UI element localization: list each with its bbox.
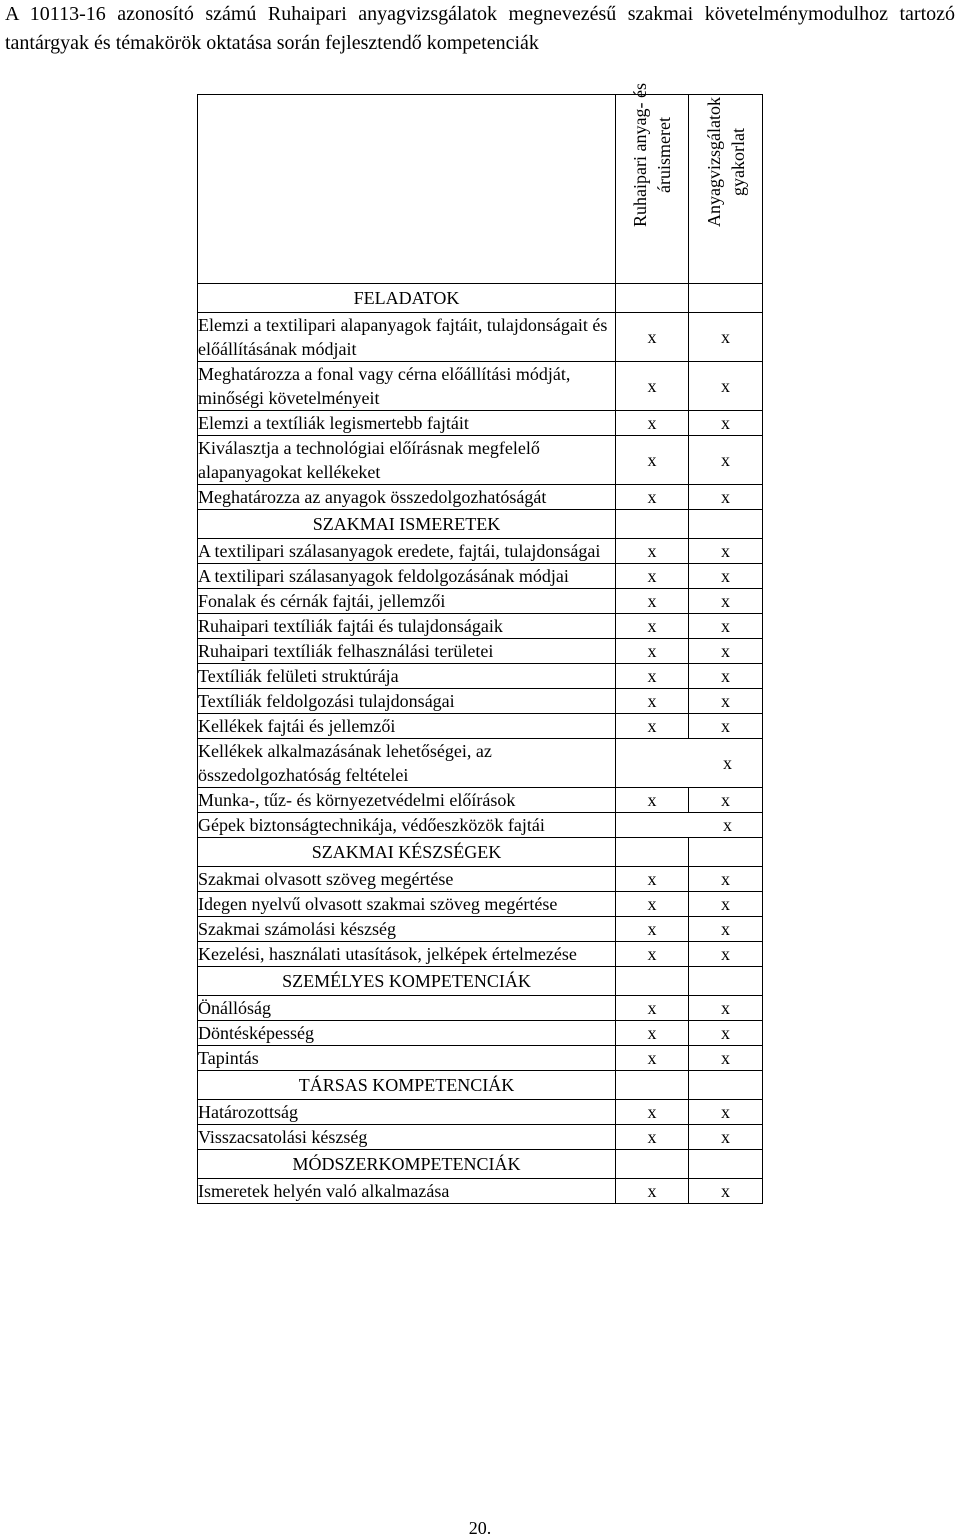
mark-subject1: x (616, 714, 689, 739)
section-empty-cell (689, 510, 763, 539)
row-label: Kellékek alkalmazásának lehetőségei, az összedolgozhatóság feltételei (198, 739, 616, 788)
mark-subject2: x (689, 1100, 763, 1125)
table-row (198, 564, 763, 589)
mark-subject2: x (689, 788, 763, 813)
table-row (198, 714, 763, 739)
row-label: Ismeretek helyén való alkalmazása (198, 1179, 616, 1204)
table-row (198, 1179, 763, 1204)
mark-subject2: x (689, 1021, 763, 1046)
table-row (198, 313, 763, 362)
section-empty-cell (616, 284, 689, 313)
mark-subject1: x (616, 664, 689, 689)
row-label: Meghatározza a fonal vagy cérna előállítási módját, minőségi követelményeit (198, 362, 616, 411)
table-row (198, 1125, 763, 1150)
table-row (198, 1021, 763, 1046)
mark-subject1: x (616, 362, 689, 411)
section-empty-cell (689, 1150, 763, 1179)
mark-subject2: x (616, 813, 763, 838)
column-header-subject1-line1: Ruhaipari anyag- és (630, 83, 650, 227)
mark-subject2: x (689, 917, 763, 942)
mark-subject1: x (616, 485, 689, 510)
row-label: Ruhaipari textíliák felhasználási területei (198, 639, 616, 664)
row-label: Önállóság (198, 996, 616, 1021)
mark-subject2: x (689, 411, 763, 436)
mark-subject2: x (689, 485, 763, 510)
row-label: Kellékek fajtái és jellemzői (198, 714, 616, 739)
column-header-subject2-line1: Anyagvizsgálatok (703, 97, 724, 227)
mark-subject2: x (689, 362, 763, 411)
row-label: Határozottság (198, 1100, 616, 1125)
mark-subject2: x (689, 996, 763, 1021)
mark-subject1: x (616, 892, 689, 917)
section-title: SZEMÉLYES KOMPETENCIÁK (198, 967, 616, 996)
mark-subject1: x (616, 689, 689, 714)
section-title: SZAKMAI KÉSZSÉGEK (198, 838, 616, 867)
section-empty-cell (616, 838, 689, 867)
table-row (198, 639, 763, 664)
mark-subject1: x (616, 1046, 689, 1071)
table-row (198, 589, 763, 614)
column-header-subject1 (616, 83, 689, 284)
row-label: Meghatározza az anyagok összedolgozhatóságát (198, 485, 616, 510)
table-row (198, 788, 763, 813)
mark-subject2: x (689, 589, 763, 614)
table-row (198, 362, 763, 411)
section-row (198, 838, 763, 867)
mark-subject1: x (616, 996, 689, 1021)
mark-subject1: x (616, 614, 689, 639)
mark-subject1: x (616, 436, 689, 485)
row-label: Szakmai számolási készség (198, 917, 616, 942)
row-label: Kiválasztja a technológiai előírásnak megfelelő alapanyagokat kellékeket (198, 436, 616, 485)
mark-subject2: x (689, 1046, 763, 1071)
column-header-subject2-line2: gyakorlat (727, 128, 748, 197)
table-row (198, 867, 763, 892)
mark-subject2: x (689, 564, 763, 589)
section-row (198, 1150, 763, 1179)
column-header-subject1-line2: áruismeret (654, 117, 674, 194)
table-row (198, 1046, 763, 1071)
mark-subject2: x (689, 664, 763, 689)
mark-subject2: x (689, 867, 763, 892)
row-label: Visszacsatolási készség (198, 1125, 616, 1150)
row-label: Gépek biztonságtechnikája, védőeszközök fajtái (198, 813, 616, 838)
table-row (198, 436, 763, 485)
row-label: Idegen nyelvű olvasott szakmai szöveg megértése (198, 892, 616, 917)
section-row (198, 510, 763, 539)
section-title: TÁRSAS KOMPETENCIÁK (198, 1071, 616, 1100)
section-row (198, 967, 763, 996)
mark-subject2: x (689, 1179, 763, 1204)
mark-subject1: x (616, 411, 689, 436)
mark-subject2: x (689, 614, 763, 639)
table-row (198, 614, 763, 639)
section-title: FELADATOK (198, 284, 616, 313)
mark-subject2: x (689, 639, 763, 664)
table-row (198, 411, 763, 436)
mark-subject2: x (689, 436, 763, 485)
row-label: Textíliák felületi struktúrája (198, 664, 616, 689)
table-row (198, 664, 763, 689)
section-empty-cell (616, 1150, 689, 1179)
row-label: Fonalak és cérnák fajtái, jellemzői (198, 589, 616, 614)
table-row (198, 689, 763, 714)
section-empty-cell (616, 510, 689, 539)
mark-subject1: x (616, 313, 689, 362)
mark-subject2: x (616, 739, 763, 788)
row-label: Elemzi a textilipari alapanyagok fajtáit, tulajdonságait és előállításának módjait (198, 313, 616, 362)
section-empty-cell (689, 967, 763, 996)
section-empty-cell (616, 1071, 689, 1100)
column-header-subject2 (689, 95, 763, 284)
section-row (198, 1071, 763, 1100)
mark-subject1: x (616, 1179, 689, 1204)
mark-subject1: x (616, 1125, 689, 1150)
row-label: Döntésképesség (198, 1021, 616, 1046)
page-number: 20. (468, 1518, 492, 1538)
row-label: A textilipari szálasanyagok eredete, fajtái, tulajdonságai (198, 539, 616, 564)
mark-subject1: x (616, 867, 689, 892)
section-title: SZAKMAI ISMERETEK (198, 510, 616, 539)
document-heading: A 10113-16 azonosító számú Ruhaipari anyagvizsgálatok megnevezésű szakmai követelménymodulhoz tartozó tantárgyak és témakörök oktatása során fejlesztendő kompetenciák (5, 3, 955, 54)
mark-subject1: x (616, 639, 689, 664)
table-row (198, 1100, 763, 1125)
row-label: Tapintás (198, 1046, 616, 1071)
section-empty-cell (689, 284, 763, 313)
mark-subject1: x (616, 539, 689, 564)
mark-subject1: x (616, 942, 689, 967)
table-header-row (198, 95, 763, 284)
section-title: MÓDSZERKOMPETENCIÁK (198, 1150, 616, 1179)
competency-table (197, 83, 763, 1204)
mark-subject1: x (616, 917, 689, 942)
mark-subject1: x (616, 1021, 689, 1046)
mark-subject1: x (616, 564, 689, 589)
mark-subject2: x (689, 892, 763, 917)
mark-subject2: x (689, 942, 763, 967)
section-empty-cell (689, 1071, 763, 1100)
table-row (198, 539, 763, 564)
row-label: Kezelési, használati utasítások, jelképek értelmezése (198, 942, 616, 967)
mark-subject1: x (616, 589, 689, 614)
table-row (198, 996, 763, 1021)
mark-subject2: x (689, 313, 763, 362)
table-row (198, 485, 763, 510)
row-label: Textíliák feldolgozási tulajdonságai (198, 689, 616, 714)
mark-subject2: x (689, 689, 763, 714)
mark-subject2: x (689, 714, 763, 739)
row-label: Szakmai olvasott szöveg megértése (198, 867, 616, 892)
mark-subject2: x (689, 539, 763, 564)
section-row (198, 284, 763, 313)
section-empty-cell (616, 967, 689, 996)
table-row (198, 739, 763, 788)
table-row (198, 917, 763, 942)
mark-subject1: x (616, 1100, 689, 1125)
row-label: Elemzi a textíliák legismertebb fajtáit (198, 411, 616, 436)
table-row (198, 813, 763, 838)
table-row (198, 942, 763, 967)
mark-subject2: x (689, 1125, 763, 1150)
table-row (198, 892, 763, 917)
section-empty-cell (689, 838, 763, 867)
header-empty-cell (198, 95, 616, 284)
mark-subject1: x (616, 788, 689, 813)
row-label: A textilipari szálasanyagok feldolgozásának módjai (198, 564, 616, 589)
row-label: Ruhaipari textíliák fajtái és tulajdonságaik (198, 614, 616, 639)
row-label: Munka-, tűz- és környezetvédelmi előírások (198, 788, 616, 813)
